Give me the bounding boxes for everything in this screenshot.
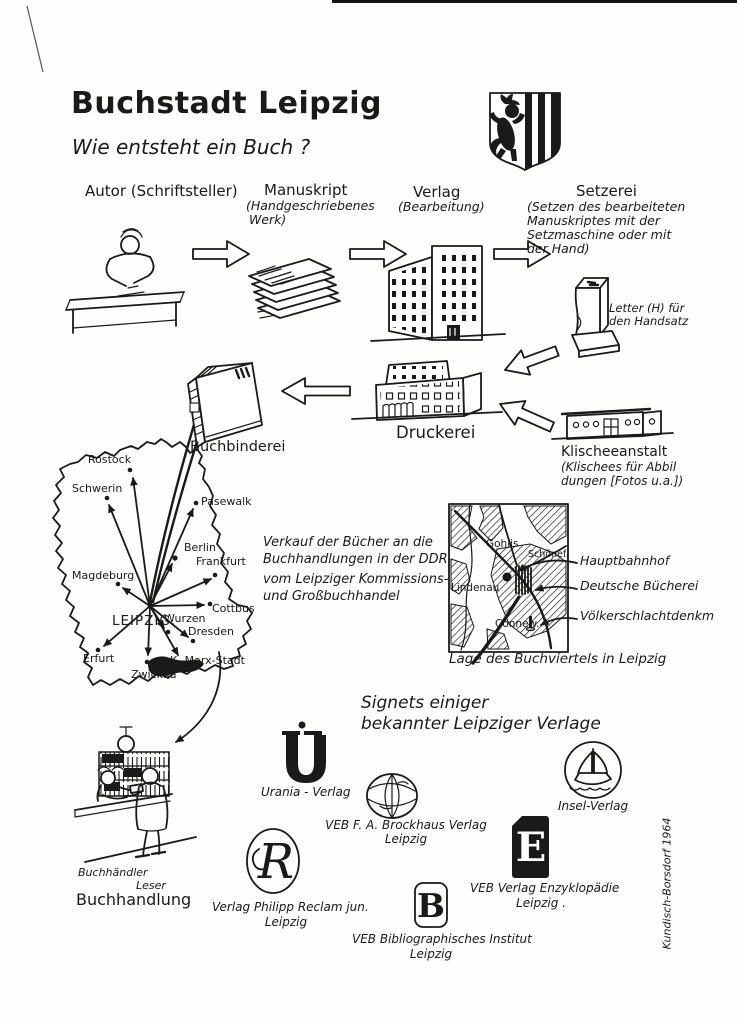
leser-label: Leser	[136, 879, 166, 892]
shield-pales	[525, 93, 560, 173]
stage-klischee-label: Klischeeanstalt	[561, 444, 668, 460]
flow-arrow-2	[350, 241, 406, 267]
enzyklopaedie-label-1: VEB Verlag Enzyklopädie	[470, 881, 620, 895]
vertrieb-text-4: und Großbuchhandel	[263, 589, 400, 604]
klischee-note-1: (Klischees für Abbil	[561, 460, 677, 474]
city-frankfurt: Frankfurt	[196, 555, 246, 568]
city-wurzen: Wurzen	[164, 612, 206, 625]
signets-heading-1: Signets einiger	[361, 693, 489, 713]
bi-label-2: Leipzig	[409, 947, 453, 961]
city-leipzig: LEIPZIG.	[112, 613, 177, 629]
urania-logo	[282, 722, 326, 784]
district-lindenau: Lindenau	[451, 582, 500, 594]
enzyklopaedie-monogram: E	[515, 824, 547, 871]
druckerei-building-drawing	[352, 361, 502, 420]
city-cottbus: Cottbus	[212, 602, 255, 615]
leipzig-coat-of-arms-icon	[489, 93, 560, 173]
reclam-label-1: Verlag Philipp Reclam jun.	[212, 900, 369, 914]
city-karl-marx-stadt: K.-Marx-Stadt	[170, 654, 245, 667]
brockhaus-label-1: VEB F. A. Brockhaus Verlag	[325, 818, 487, 832]
stage-druckerei-label: Druckerei	[396, 423, 476, 442]
stage-manuskript-label: Manuskript	[264, 181, 348, 199]
scan-scratch-mark	[27, 6, 43, 72]
klischee-note-2: dungen [Fotos u.a.])	[561, 474, 684, 488]
author-drawing	[66, 229, 184, 333]
bi-monogram: B	[417, 886, 445, 925]
flow-arrow-4	[505, 346, 559, 374]
vertrieb-text-3: vom Leipziger Kommissions-	[263, 572, 449, 587]
buchhandlung-label: Buchhandlung	[76, 890, 192, 909]
flow-arrow-6	[282, 378, 350, 404]
city-magdeburg: Magdeburg	[72, 569, 135, 582]
enzyklopaedie-logo	[512, 816, 549, 878]
buchhaendler-label: Buchhändler	[78, 866, 148, 879]
buchviertel-dot	[503, 573, 512, 582]
insel-logo	[565, 742, 621, 798]
urania-label: Urania - Verlag	[261, 785, 351, 799]
verlag-note: (Bearbeitung)	[398, 199, 485, 214]
reclam-logo	[247, 829, 299, 893]
city-erfurt: Erfurt	[83, 652, 115, 665]
letter-note-2: den Handsatz	[609, 314, 689, 328]
book-drawing	[188, 363, 262, 447]
setzerei-note-3: Setzmaschine oder mit	[527, 227, 672, 242]
city-map-caption: Lage des Buchviertels in Leipzig	[449, 651, 667, 667]
scan-artifact-line	[332, 0, 737, 3]
klischeeanstalt-building-drawing	[552, 409, 673, 439]
brockhaus-label-2: Leipzig	[384, 832, 428, 846]
bookshop-drawing	[75, 727, 196, 862]
stage-verlag-label: Verlag	[413, 183, 461, 201]
city-berlin: Berlin	[184, 541, 216, 554]
district-connewitz: Connew.	[495, 618, 540, 630]
enzyklopaedie-label-2: Leipzig .	[516, 896, 566, 910]
stage-autor-label: Autor (Schriftsteller)	[85, 182, 238, 200]
district-schoenefeld: Schönef.	[528, 549, 569, 560]
bibliographisches-institut-logo	[415, 883, 447, 927]
city-schwerin: Schwerin	[72, 482, 123, 495]
city-pasewalk: Pasewalk	[201, 495, 252, 508]
stage-buchbinderei-label: Buchbinderei	[190, 439, 286, 455]
reclam-label-2: Leipzig	[264, 915, 308, 929]
credit-signature: Kundisch-Borsdorf 1964	[660, 817, 674, 950]
poi-hauptbahnhof: Hauptbahnhof	[580, 553, 670, 568]
brockhaus-logo	[367, 774, 417, 818]
insel-label: Insel-Verlag	[558, 799, 629, 813]
setzerei-note-2: Manuskriptes mit der	[527, 213, 660, 228]
bi-label-1: VEB Bibliographisches Institut	[352, 932, 532, 946]
vertrieb-text-2: Buchhandlungen in der DDR	[263, 552, 448, 567]
manuskript-note-2: Werk)	[249, 212, 287, 227]
setzerei-note-1: (Setzen des bearbeiteten	[527, 199, 686, 214]
manuscript-drawing	[249, 259, 340, 318]
manuskript-note-1: (Handgeschriebenes	[246, 198, 375, 213]
city-zwickau: Zwickau	[131, 668, 177, 681]
flow-arrow-1	[193, 241, 249, 267]
setzerei-note-4: der Hand)	[527, 241, 590, 256]
city-dresden: Dresden	[188, 625, 234, 638]
stage-setzerei-label: Setzerei	[576, 182, 637, 200]
poi-voelkerschlachtdenkmal: Völkerschlachtdenkm	[580, 608, 715, 623]
page-title: Buchstadt Leipzig	[71, 86, 383, 121]
vertrieb-text-1: Verkauf der Bücher an die	[263, 535, 433, 550]
city-rostock: Rostock	[88, 453, 132, 466]
reclam-monogram: R	[257, 834, 295, 890]
letter-note-1: Letter (H) für	[609, 301, 685, 315]
flow-arrow-5	[500, 401, 554, 432]
poi-deutsche-buecherei: Deutsche Bücherei	[580, 578, 699, 593]
page-subtitle: Wie entsteht ein Buch ?	[72, 135, 311, 159]
district-gohlis: Gohlis	[486, 538, 519, 550]
signets-heading-2: bekannter Leipziger Verlage	[361, 714, 601, 734]
